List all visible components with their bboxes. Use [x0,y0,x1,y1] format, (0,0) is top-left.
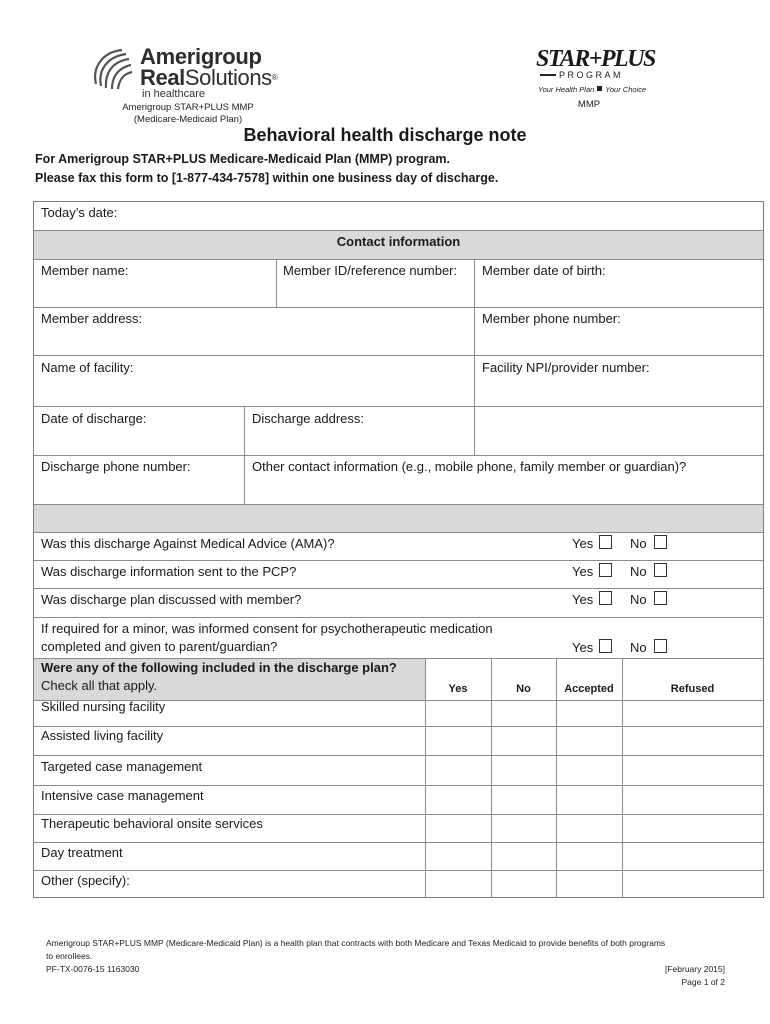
pcp-yes-checkbox[interactable] [599,563,612,577]
yes-label: Yes [572,564,594,579]
logo-name-line2: RealSolutions® [140,65,278,90]
fax-instruction: Please fax this form to [1-877-434-7578] within one business day of discharge. [35,171,499,185]
logo-tagline: in healthcare [142,88,205,100]
ama-no-checkbox[interactable] [654,535,667,549]
plan-item-day-treatment: Day treatment [41,845,123,860]
plan-type-left: (Medicare-Medicaid Plan) [133,114,243,125]
program-word: PROGRAM [559,70,624,80]
plan-name-left: Amerigroup STAR+PLUS MMP [122,102,254,113]
col-no: No [516,683,531,695]
discharge-date-label: Date of discharge: [41,411,147,426]
question-minor-consent-line1: If required for a minor, was informed consent for psychotherapeutic medication [41,621,493,636]
contact-info-heading: Contact information [336,234,461,249]
page-number: Page 1 of 2 [681,977,725,987]
form-date: [February 2015] [664,964,725,974]
page-title: Behavioral health discharge note [243,125,527,145]
plan-item-targeted-case-mgmt: Targeted case management [41,759,203,774]
member-name-label: Member name: [41,263,129,278]
no-label: No [630,640,647,655]
starplus-wordmark: STAR+PLUS [536,46,655,72]
starplus-tagline: Your Health Plan Your Choice [538,85,647,94]
square-divider-icon [597,86,602,91]
facility-name-label: Name of facility: [41,360,134,375]
plan-item-assisted-living: Assisted living facility [41,728,164,743]
yes-label: Yes [572,640,594,655]
discharge-form [33,201,764,898]
pcp-no-checkbox[interactable] [654,563,667,577]
logo-name-line1: Amerigroup [140,44,262,69]
plan-discussed-yes-checkbox[interactable] [599,591,612,605]
footer-note-line2: to enrollees. [46,951,93,961]
question-pcp: Was discharge information sent to the PCP? [41,564,297,579]
discharge-phone-label: Discharge phone number: [41,459,191,474]
question-ama: Was this discharge Against Medical Advice (AMA)? [41,536,335,551]
plan-item-other: Other (specify): [41,873,130,888]
minor-consent-yes-checkbox[interactable] [599,639,612,653]
col-refused: Refused [670,683,715,695]
program-line: For Amerigroup STAR+PLUS Medicare-Medicaid Plan (MMP) program. [35,152,450,166]
plan-subheading: Check all that apply. [41,678,158,693]
no-label: No [630,592,647,607]
no-label: No [630,536,647,551]
discharge-address-label: Discharge address: [252,411,364,426]
plan-item-skilled-nursing: Skilled nursing facility [41,699,166,714]
member-id-label: Member ID/reference number: [283,263,458,278]
blank-section-bar [34,504,763,532]
todays-date-label: Today’s date: [41,205,118,220]
form-id: PF-TX-0076-15 1163030 [46,964,140,974]
question-plan-discussed: Was discharge plan discussed with member? [41,592,302,607]
col-yes: Yes [448,683,468,695]
member-dob-label: Member date of birth: [482,263,606,278]
footer-note-line1: Amerigroup STAR+PLUS MMP (Medicare-Medicaid Plan) is a health plan that contracts with both Medicare and Texas Medicaid to provide benefits of both programs [46,938,666,948]
plan-discussed-no-checkbox[interactable] [654,591,667,605]
plan-item-therapeutic-onsite: Therapeutic behavioral onsite services [41,816,263,831]
question-minor-consent-line2: completed and given to parent/guardian? [41,639,278,654]
amerigroup-globe-icon [88,46,134,92]
ama-yes-checkbox[interactable] [599,535,612,549]
member-phone-label: Member phone number: [482,311,621,326]
starplus-logo [532,46,655,112]
plan-item-intensive-case-mgmt: Intensive case management [41,788,204,803]
plan-heading: Were any of the following included in the discharge plan? [41,660,397,675]
facility-npi-label: Facility NPI/provider number: [482,360,650,375]
yes-label: Yes [572,536,594,551]
yes-label: Yes [572,592,594,607]
member-address-label: Member address: [41,311,143,326]
other-contact-label: Other contact information (e.g., mobile phone, family member or guardian)? [252,459,687,474]
no-label: No [630,564,647,579]
mmp-label: MMP [577,99,601,110]
program-bar [540,74,556,76]
amerigroup-logo [88,44,288,125]
minor-consent-no-checkbox[interactable] [654,639,667,653]
col-accepted: Accepted [564,683,614,695]
